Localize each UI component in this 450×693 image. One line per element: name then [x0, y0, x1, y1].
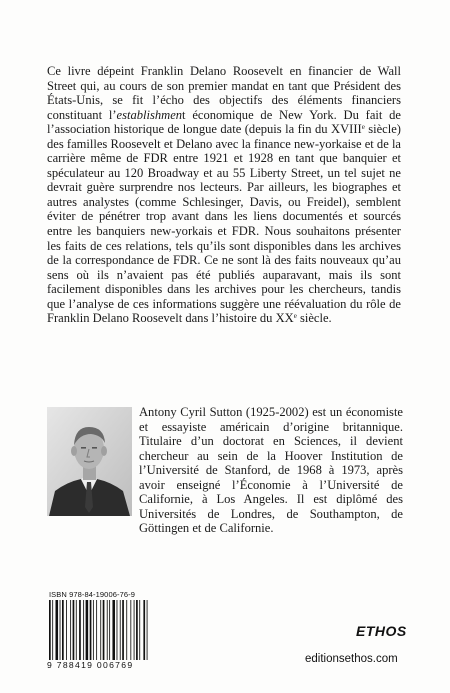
barcode-digits: 9 788419 006769 [47, 660, 134, 670]
blurb-text [47, 64, 401, 326]
blurb-part-4: siècle. [296, 311, 332, 326]
blurb-part-3: siècle) des familles Roosevelt et Delano avec la finance new-yorkaise et de la carrière même de FDR entre 1921 et 1928 en tant que banquier et spéculateur au 120 Broadway et au 55 Liberty Street, un tel sujet ne devrait guère surprendre nos lecteurs. Par ailleurs, les biographes et autres analystes (comme Schlesinger, Davis, ou Freidel), semblent éviter de pénétrer trop avant dans les liens documentés et sourcés entre les banquiers new-yorkais et FDR. Nous souhaitons présenter les faits de ces relations, tels qu’ils sont disponibles dans les archives de la correspondance de FDR. Ce ne sont là des faits nouveaux qu’au sens où ils n’avaient pas été publiés auparavant, mais ils sont facilement disponibles dans les archives pour les chercheurs, tandis que l’analyse de ces informations suggère une réévaluation du rôle de Franklin Delano Roosevelt dans l’histoire du XX [47, 122, 401, 326]
blurb-italic-word: establishmen [116, 107, 183, 122]
author-photo [47, 407, 132, 516]
blurb-part-2: t économique de New York. Du fait de l’association historique de longue date (depuis la fin du XVIII [47, 107, 401, 137]
publisher-logo: ETHOS [356, 623, 407, 639]
blurb-part-1: Ce livre dépeint Franklin Delano Roosevelt en financier de Wall Street qui, au cours de son premier mandat en tant que Président des États-Unis, se fit l’écho des objectifs des éléments financiers constituant l’ [47, 64, 401, 122]
century-superscript: e [293, 312, 297, 321]
isbn-label: ISBN 978-84-19006-76-9 [49, 590, 136, 599]
publisher-website: editionsethos.com [305, 653, 398, 665]
century-superscript: e [361, 123, 365, 132]
barcode [47, 600, 151, 660]
author-bio: Antony Cyril Sutton (1925-2002) est un économiste et essayiste américain d’origine britannique. Titulaire d’un doctorat en Sciences, il devient chercheur au sein de la Hoover Institution de l’Université de Stanford, de 1968 à 1973, après avoir enseigné l’Économie à l’Université de Californie, à Los Angeles. Il est diplômé des Universités de Londres, de Southampton, de Göttingen et de Californie. [139, 405, 403, 536]
